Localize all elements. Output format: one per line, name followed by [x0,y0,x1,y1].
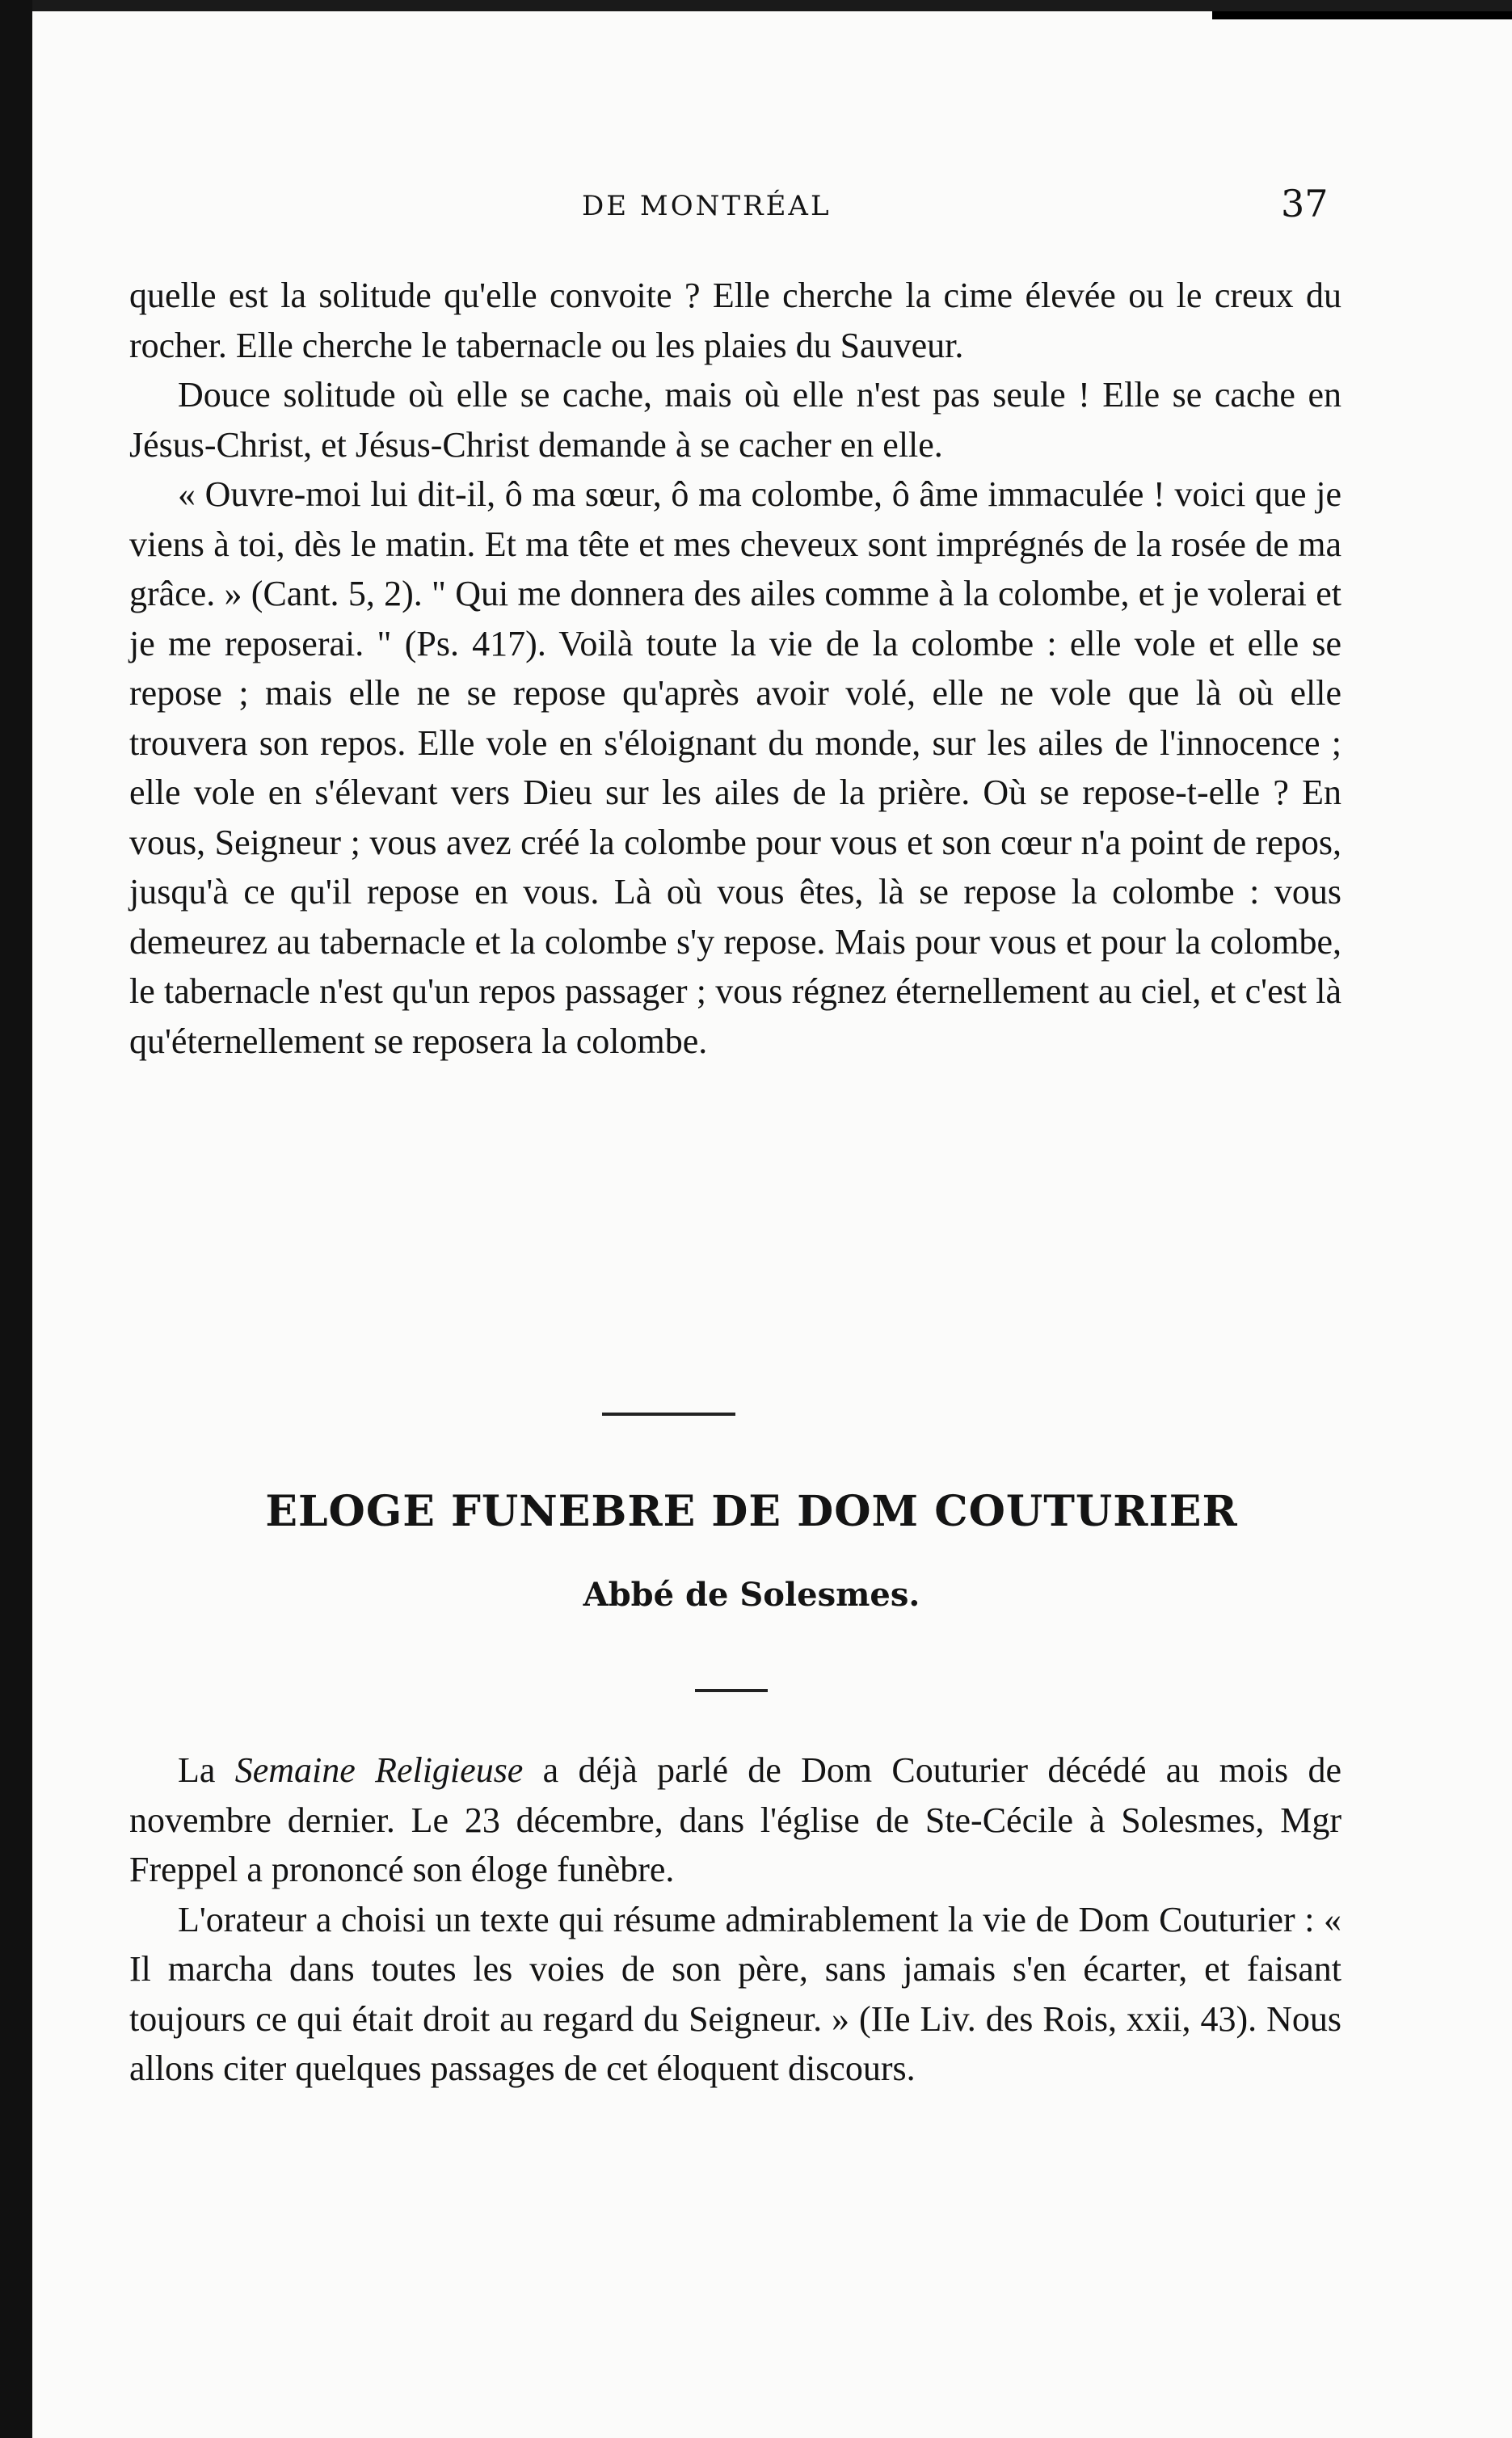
paragraph [129,1745,1341,1895]
body-text-section-2 [129,1745,1341,2094]
paragraph: Douce solitude où elle se cache, mais où elle n'est pas seule ! Elle se cache en Jésus-Christ, et Jésus-Christ demande à se cacher en elle. [129,375,1341,465]
paragraph: « Ouvre-moi lui dit-il, ô ma sœur, ô ma colombe, ô âme immaculée ! voici que je viens à toi, dès le matin. Et ma tête et mes cheveux sont imprégnés de la rosée de ma grâce. » (Cant. 5, 2). " Qui me donnera des ailes comme à la colombe, et je volerai et je me reposerai. " (Ps. 417). Voilà toute la vie de la colombe : elle vole et elle se repose ; mais elle ne se repose qu'après avoir volé, elle ne vole que là où elle trouvera son repos. Elle vole en s'éloignant du monde, sur les ailes de l'innocence ; elle vole en s'élevant vers Dieu sur les ailes de la prière. Où se repose-t-elle ? En vous, Seigneur ; vous avez créé la colombe pour vous et son cœur n'a point de repos, jusqu'à ce qu'il repose en vous. Là où vous êtes, là se repose la colombe : vous demeurez au tabernacle et la colombe s'y repose. Mais pour vous et pour la colombe, le tabernacle n'est qu'un repos passager ; vous régnez éternellement au ciel, et c'est là qu'éternellement se reposera la colombe. [129,474,1341,1061]
scan-edge-top-right [1212,11,1512,19]
paragraph-lead: La [178,1750,235,1790]
article-subtitle: Abbé de Solesmes. [583,1576,920,1614]
paragraph: quelle est la solitude qu'elle convoite ? Elle cherche la cime élevée ou le creux du rocher. Elle cherche le tabernacle ou les plaies du Sauveur. [129,276,1341,365]
publication-title: Semaine Religieuse [234,1750,524,1790]
paragraph-rest: a déjà parlé de Dom Couturier décédé au mois de novembre dernier. Le 23 décembre, dans l'église de Ste-Cécile à Solesmes, Mgr Freppel a prononcé son éloge funèbre. [129,1750,1342,1889]
scan-edge-top [32,0,1512,11]
title-divider [695,1689,768,1692]
paragraph: L'orateur a choisi un texte qui résume admirablement la vie de Dom Couturier : « Il marcha dans toutes les voies de son père, sans jamais s'en écarter, et faisant toujours ce qui était droit au regard du Seigneur. » (IIe Liv. des Rois, xxii, 43). Nous allons citer quelques passages de cet éloquent discours. [129,1899,1341,2088]
running-header: DE MONTRÉAL [582,190,832,222]
section-divider [602,1413,735,1416]
scan-edge-left [0,0,32,2438]
body-text-section-1 [129,271,1341,1066]
page-number: 37 [1281,182,1329,225]
article-title: ELOGE FUNEBRE DE DOM COUTURIER [265,1487,1238,1536]
